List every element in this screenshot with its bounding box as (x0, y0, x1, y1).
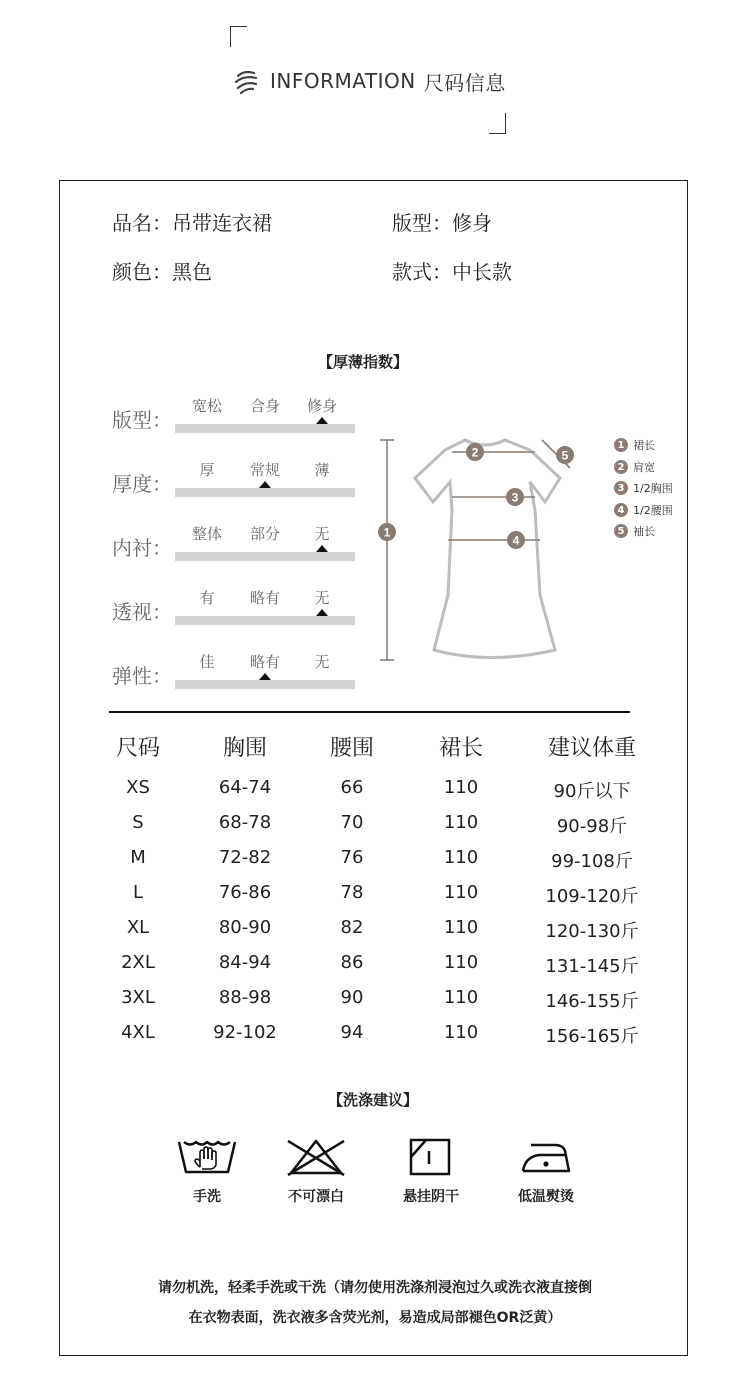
legend-label: 袖长 (633, 525, 655, 538)
care-note-line-1: 请勿机洗，轻柔手洗或干洗（请勿使用洗涤剂浸泡过久或洗衣液直接倒 (158, 1280, 592, 1296)
table-cell: 110 (443, 952, 479, 973)
legend-number: 3 (614, 481, 628, 495)
table-cell: 66 (340, 777, 364, 798)
svg-text:4: 4 (512, 533, 520, 548)
index-option: 宽松 (191, 397, 223, 415)
title-en: INFORMATION (270, 69, 416, 93)
legend-label: 1/2胸围 (633, 482, 673, 495)
table-cell: 110 (443, 882, 479, 903)
table-cell: XS (126, 777, 150, 798)
table-cell: 76-86 (218, 882, 272, 903)
table-cell: 4XL (121, 1022, 155, 1043)
index-row-label: 透视： (112, 600, 172, 624)
index-bar (175, 616, 355, 625)
table-cell: L (132, 882, 144, 903)
index-bar (175, 680, 355, 689)
table-cell: 64-74 (218, 777, 272, 798)
index-row-label: 厚度： (112, 472, 172, 496)
care-note-line-2: 在衣物表面，洗衣液多含荧光剂，易造成局部褪色OR泛黄） (188, 1310, 562, 1326)
index-option: 常规 (249, 461, 281, 479)
table-cell: 72-82 (218, 847, 272, 868)
legend-number: 2 (614, 460, 628, 474)
stripes-logo-icon (232, 66, 262, 96)
table-cell: 86 (340, 952, 364, 973)
legend-item (614, 459, 655, 475)
care-label: 不可漂白 (288, 1189, 344, 1205)
table-cell: 3XL (121, 987, 155, 1008)
title-cn: 尺码信息 (423, 70, 506, 95)
table-cell: S (132, 812, 144, 833)
index-option: 无 (314, 525, 330, 543)
product-name-value: 吊带连衣裙 (172, 211, 272, 235)
product-fit-value: 修身 (452, 211, 492, 235)
table-cell: 120-130斤 (545, 921, 639, 942)
table-cell: 90斤以下 (553, 781, 631, 802)
svg-text:5: 5 (561, 448, 569, 463)
table-cell: 68-78 (218, 812, 272, 833)
product-fit (392, 207, 492, 236)
table-cell: 88-98 (218, 987, 272, 1008)
washing-title: 【洗涤建议】 (328, 1091, 419, 1109)
table-cell: 90-98斤 (556, 816, 628, 837)
care-label: 悬挂阴干 (403, 1189, 459, 1205)
svg-text:2: 2 (471, 445, 479, 460)
table-cell: 131-145斤 (545, 956, 639, 977)
table-header: 裙长 (438, 736, 484, 761)
measure-marker-2 (466, 443, 484, 461)
index-option: 合身 (249, 397, 281, 415)
table-divider (109, 711, 630, 713)
index-marker (259, 481, 271, 488)
table-cell: 70 (340, 812, 364, 833)
no-bleach-icon (285, 1137, 347, 1177)
index-marker (316, 417, 328, 424)
legend-item (614, 502, 673, 518)
table-cell: 110 (443, 987, 479, 1008)
legend-number: 1 (614, 438, 628, 452)
index-option: 略有 (249, 589, 281, 607)
measure-marker-5 (556, 446, 574, 464)
index-row-label: 版型： (112, 408, 172, 432)
index-option: 修身 (306, 397, 338, 415)
page-title (232, 66, 506, 96)
hand-wash-icon (176, 1137, 238, 1177)
measure-marker-3 (506, 488, 524, 506)
index-option: 薄 (314, 461, 330, 479)
product-color-label: 颜色： (112, 260, 172, 284)
index-option: 有 (199, 589, 215, 607)
dress-diagram (370, 420, 590, 670)
legend-label: 裙长 (633, 439, 655, 452)
legend-number: 4 (614, 503, 628, 517)
index-option: 整体 (191, 525, 223, 543)
table-cell: 78 (340, 882, 364, 903)
table-header: 建议体重 (547, 736, 637, 761)
thickness-title: 【厚薄指数】 (318, 353, 409, 371)
corner-bottom-right (489, 113, 506, 134)
index-option: 无 (314, 589, 330, 607)
table-cell: M (130, 847, 146, 868)
index-option: 厚 (199, 461, 215, 479)
table-cell: 110 (443, 777, 479, 798)
legend-number: 5 (614, 524, 628, 538)
table-cell: 109-120斤 (545, 886, 639, 907)
svg-text:1: 1 (383, 525, 391, 540)
table-cell: 94 (340, 1022, 364, 1043)
table-cell: 110 (443, 812, 479, 833)
index-option: 无 (314, 653, 330, 671)
index-option: 部分 (249, 525, 281, 543)
legend-label: 肩宽 (633, 461, 655, 474)
legend-item (614, 523, 655, 539)
measure-marker-4 (507, 531, 525, 549)
table-cell: 146-155斤 (545, 991, 639, 1012)
product-name-label: 品名： (112, 211, 172, 235)
product-color-value: 黑色 (172, 260, 212, 284)
table-cell: 156-165斤 (545, 1026, 639, 1047)
table-cell: 92-102 (213, 1022, 277, 1043)
index-bar (175, 424, 355, 433)
index-marker (259, 673, 271, 680)
corner-top-left (230, 26, 247, 47)
hang-dry-shade-icon (400, 1137, 462, 1177)
product-style-label: 款式： (392, 260, 452, 284)
index-bar (175, 488, 355, 497)
index-option: 佳 (199, 653, 215, 671)
index-marker (316, 609, 328, 616)
product-style (392, 256, 512, 285)
table-cell: 2XL (121, 952, 155, 973)
product-color (112, 256, 212, 285)
table-cell: 90 (340, 987, 364, 1008)
table-cell: 82 (340, 917, 364, 938)
table-cell: 80-90 (218, 917, 272, 938)
product-name (112, 207, 272, 236)
product-fit-label: 版型： (392, 211, 452, 235)
table-cell: 99-108斤 (551, 851, 633, 872)
table-header: 胸围 (222, 736, 268, 761)
table-cell: 84-94 (218, 952, 272, 973)
index-marker (316, 545, 328, 552)
table-cell: XL (126, 917, 150, 938)
index-option: 略有 (249, 653, 281, 671)
measure-marker-1 (378, 523, 396, 541)
index-row-label: 弹性： (112, 664, 172, 688)
care-label: 手洗 (193, 1189, 221, 1205)
iron-low-icon (515, 1137, 577, 1177)
legend-item (614, 480, 673, 496)
table-header: 尺码 (115, 736, 161, 761)
svg-text:3: 3 (511, 490, 519, 505)
index-bar (175, 552, 355, 561)
table-cell: 110 (443, 917, 479, 938)
index-row-label: 内衬： (112, 536, 172, 560)
legend-item (614, 437, 655, 453)
product-style-value: 中长款 (452, 260, 512, 284)
table-cell: 76 (340, 847, 364, 868)
care-label: 低温熨烫 (518, 1189, 574, 1205)
table-cell: 110 (443, 847, 479, 868)
table-cell: 110 (443, 1022, 479, 1043)
legend-label: 1/2腰围 (633, 504, 673, 517)
table-header: 腰围 (329, 736, 375, 761)
